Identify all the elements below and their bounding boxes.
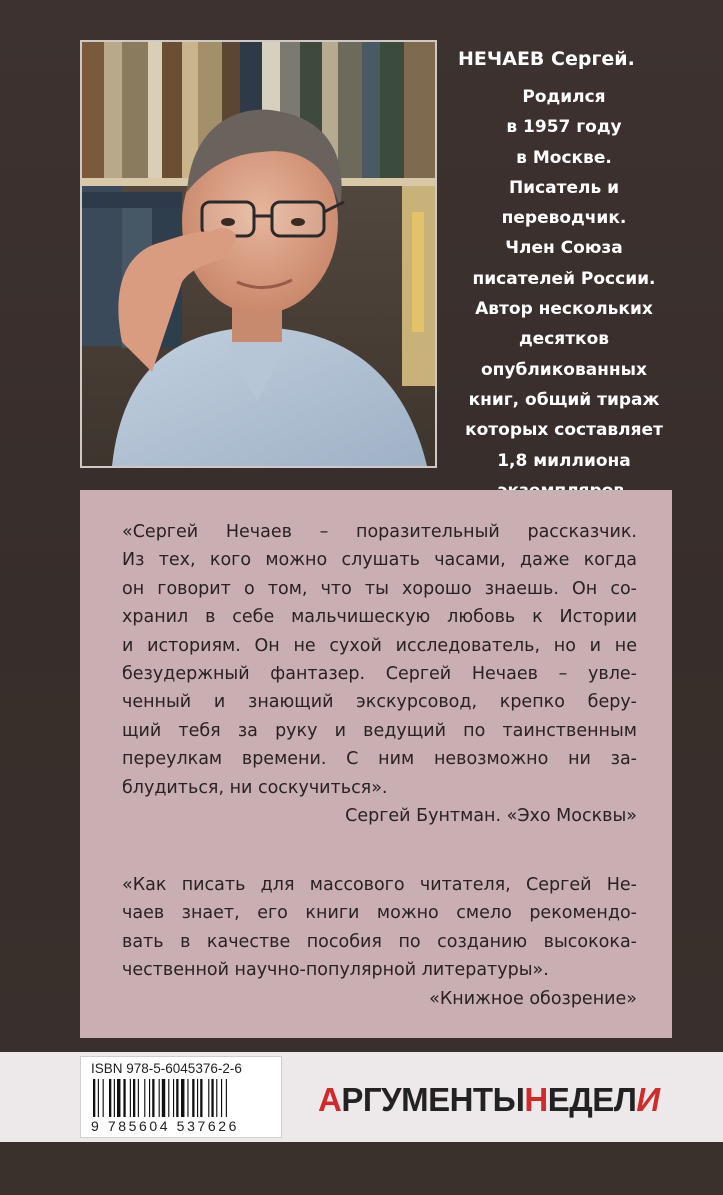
barcode-digits: 9 785604 537626 <box>91 1118 239 1134</box>
logo-word-2: ЕДЕЛ <box>547 1081 637 1118</box>
quote-line: «Сергей Нечаев – поразительный рассказчик. <box>122 522 637 542</box>
barcode-bar <box>221 1079 222 1117</box>
bio-line: в Москве. <box>516 147 612 168</box>
barcode <box>80 1056 282 1138</box>
barcode-bars <box>93 1079 269 1117</box>
quote-line: чественной научно-популярной литературы». <box>122 960 549 981</box>
barcode-bar <box>117 1079 120 1117</box>
bio-line: 1,8 миллиона <box>497 450 631 471</box>
quote-line: «Как писать для массового читателя, Сергей Не- <box>122 875 637 895</box>
publisher-logo <box>318 1072 660 1128</box>
quote-book-review <box>122 871 637 1013</box>
barcode-bar <box>130 1079 131 1117</box>
quote-bruntman <box>122 518 637 830</box>
bio-line: переводчик. <box>501 208 627 229</box>
barcode-bar <box>226 1079 227 1117</box>
barcode-bar <box>98 1079 99 1117</box>
logo-word-1: РГУМЕНТЫ <box>341 1081 525 1118</box>
barcode-bar <box>93 1079 95 1117</box>
quote-panel <box>80 490 672 1038</box>
logo-letter-i: И <box>636 1081 660 1118</box>
barcode-bar <box>162 1079 165 1117</box>
barcode-bar <box>168 1079 169 1117</box>
barcode-bar <box>192 1079 194 1117</box>
author-photo-illustration <box>82 42 435 466</box>
quote-source: «Книжное обозрение» <box>429 988 637 1009</box>
barcode-bar <box>144 1079 145 1117</box>
quote-line: хранил в себе мальчишескую любовь к Истории <box>122 607 637 628</box>
barcode-bar <box>152 1079 154 1117</box>
barcode-bar <box>187 1079 188 1117</box>
barcode-bar <box>138 1079 139 1117</box>
barcode-bar <box>216 1079 217 1117</box>
quote-line: переулкам времени. С ним невозможно ни за- <box>122 749 637 770</box>
logo-letter-a: А <box>318 1081 342 1118</box>
quote-line: безудержный фантазер. Сергей Нечаев – увле- <box>122 664 637 685</box>
quote-line: ченный и знающий экскурсовод, крепко беру- <box>122 692 637 713</box>
bio-line: Родился <box>522 87 606 107</box>
quote-line: он говорит о том, что ты хорошо знаешь. Он со- <box>122 578 637 599</box>
barcode-bar <box>159 1079 160 1117</box>
quote-line: чаев знает, его книги можно смело рекомендо- <box>122 903 637 924</box>
barcode-bar <box>133 1079 135 1117</box>
quote-source: Сергей Бунтман. «Эхо Москвы» <box>345 806 637 827</box>
bio-line: Член Союза <box>505 238 623 259</box>
barcode-bar <box>200 1079 202 1117</box>
bio-line: писателей России. <box>472 268 656 289</box>
barcode-bar <box>149 1079 150 1117</box>
barcode-bar <box>197 1079 198 1117</box>
bio-line: которых составляет <box>465 420 663 441</box>
author-bio <box>440 82 688 506</box>
bio-line: опубликованных <box>480 359 647 380</box>
barcode-bar <box>176 1079 178 1117</box>
barcode-bar <box>211 1079 213 1117</box>
barcode-bar <box>114 1079 115 1117</box>
bio-line: десятков <box>518 329 610 350</box>
author-photo <box>80 40 437 468</box>
bio-line: Автор нескольких <box>475 299 653 320</box>
bio-line: Писатель и <box>508 177 620 198</box>
barcode-bar <box>208 1079 209 1117</box>
barcode-bar <box>123 1079 125 1117</box>
author-name: НЕЧАЕВ Сергей. <box>458 48 635 70</box>
quote-line: Из тех, кого можно слушать часами, даже когда <box>122 550 637 571</box>
barcode-bar <box>109 1079 111 1117</box>
barcode-bar <box>173 1079 174 1117</box>
quote-line: вать в качестве пособия по созданию высокока- <box>122 931 637 952</box>
barcode-bar <box>181 1079 184 1117</box>
logo-letter-n: Н <box>524 1081 548 1118</box>
quote-line: и историям. Он не сухой исследователь, но и не <box>122 635 637 656</box>
bio-line: книг, общий тираж <box>468 389 660 410</box>
quote-line: блудиться, ни соскучиться». <box>122 777 388 798</box>
barcode-bar <box>103 1079 104 1117</box>
quote-line: щий тебя за руку и ведущий по таинственным <box>122 720 637 741</box>
isbn-label: ISBN 978-5-6045376-2-6 <box>91 1061 242 1076</box>
bio-line: в 1957 году <box>506 117 622 138</box>
